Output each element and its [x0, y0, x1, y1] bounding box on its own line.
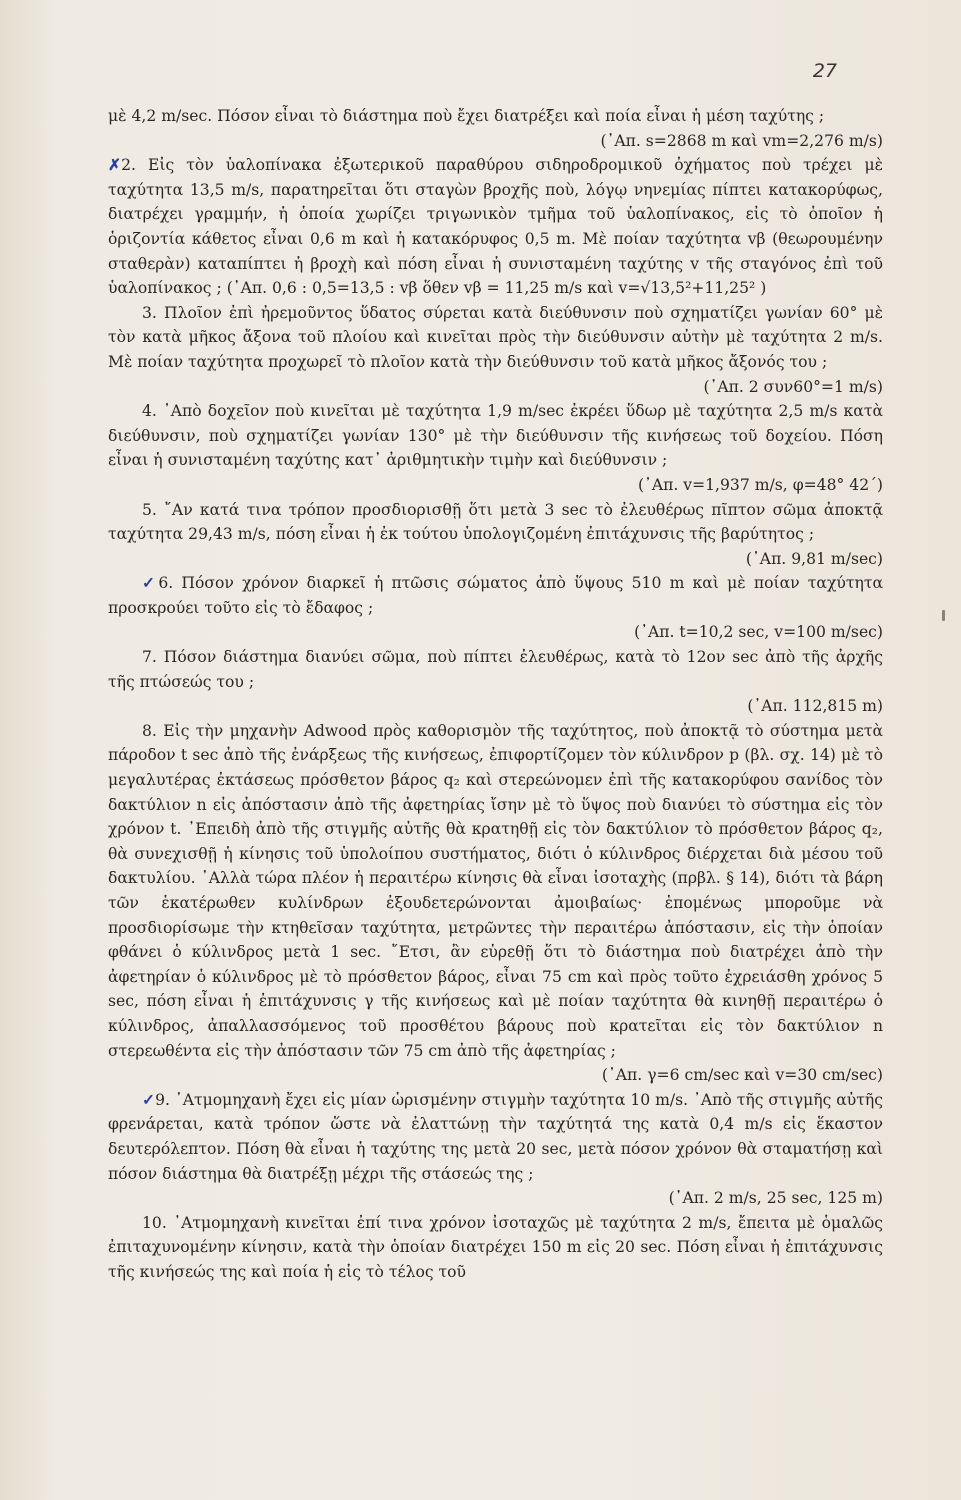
exercise-answer: (᾿Απ. t=10,2 sec, v=100 m/sec) [634, 623, 883, 642]
exercise-answer: (᾿Απ. s=2868 m καὶ vm=2,276 m/s) [600, 131, 883, 150]
handwritten-mark: ✓ [142, 1089, 156, 1109]
exercise-paragraph-p9 [108, 1088, 883, 1211]
exercise-text: 8. Εἰς τὴν μηχανὴν Adwood πρὸς καθορισμὸν τῆς ταχύτητος, ποὺ ἀποκτᾷ τὸ σύστημα μετὰ πάροδον t sec ἀπὸ τῆς ἐνάρξεως τῆς κινήσεως, ἐπιφορτίζομεν τὸν κύλινδρον p (βλ. σχ. 14) μὲ τὸ μεγαλυτέρας ἐκτάσεως πρόσθετον βάρος q₂ καὶ στερεώνομεν ἐπὶ τῆς κατακορύφου σανίδος τὸν δακτύλιον n εἰς ἀπόστασιν ἀπὸ τῆς ἀφετηρίας ἴσην μὲ τὸ ὕψος ποὺ διανύει τὸ σύστημα εἰς τὸν χρόνον t. ᾿Επειδὴ ἀπὸ τῆς στιγμῆς αὐτῆς θὰ κρατηθῇ εἰς τὸν δακτύλιον τὸ πρόσθετον βάρος q₂, θὰ συνεχισθῇ ἡ κίνησις τοῦ ὑπολοίπου συστήματος, διότι ὁ κύλινδρος διέρχεται διὰ μέσου τοῦ δακτυλίου. ᾿Αλλὰ τώρα πλέον ἡ περαιτέρω κίνησις θὰ εἶναι ἰσοταχὴς (πρβλ. § 14), διότι τὰ βάρη τῶν ἑκατέρωθεν κυλίνδρων ἐξουδετερώνονται ἀμοιβαίως· ἑπομένως μποροῦμε νὰ προσδιορίσωμε τὴν κτηθεῖσαν ταχύτητα, μετρῶντες τὴν περαιτέρω ἀπόστασιν, εἰς τὴν ὁποίαν φθάνει ὁ κύλινδρος μετὰ 1 sec. ῎Ετσι, ἂν εὑρεθῇ ὅτι τὸ διάστημα ποὺ διατρέχει ἀπὸ τὴν ἀφετηρίαν ὁ κύλινδρος μὲ τὸ πρόσθετον βάρος, εἶναι 75 cm καὶ πρὸς τοῦτο ἐχρειάσθη χρόνος 5 sec, πόση εἶναι ἡ ἐπιτάχυνσις γ τῆς κινήσεως καὶ μὲ ποίαν ταχύτητα θὰ κινηθῇ περαιτέρω ὁ κύλινδρος, ἀπαλλασσόμενος τοῦ προσθέτου βάρους ποὺ κρατεῖται εἰς τὸν δακτύλιον n στερεωθέντα εἰς τὴν ἀπόστασιν τῶν 75 cm ἀπὸ τῆς ἀφετηρίας ; [108, 721, 883, 1060]
handwritten-mark: ✗ [108, 155, 122, 175]
exercise-answer: (᾿Απ. γ=6 cm/sec καὶ v=30 cm/sec) [601, 1066, 883, 1085]
handwritten-mark: ✓ [142, 573, 159, 593]
exercise-answer: (᾿Απ. v=1,937 m/s, φ=48° 42΄) [637, 475, 883, 494]
exercise-text: 7. Πόσον διάστημα διανύει σῶμα, ποὺ πίπτει ἐλευθέρως, κατὰ τὸ 12ον sec ἀπὸ τῆς ἀρχῆς τῆς πτώσεώς του ; [108, 648, 883, 691]
exercise-text: 10. ᾿Ατμομηχανὴ κινεῖται ἐπί τινα χρόνον ἰσοταχῶς μὲ ταχύτητα 2 m/s, ἔπειτα μὲ ὁμαλῶς ἐπιταχυνομένην κίνησιν, κατὰ τὴν ὁποίαν διατρέχει 150 m εἰς 20 sec. Πόση εἶναι ἡ ἐπιτάχυνσις τῆς κινήσεώς της καὶ ποία ἡ εἰς τὸ τέλος τοῦ [108, 1213, 883, 1281]
exercise-answer: (᾿Απ. 2 m/s, 25 sec, 125 m) [668, 1189, 883, 1208]
exercise-paragraph-p1 [108, 104, 883, 153]
exercise-text: 6. Πόσον χρόνον διαρκεῖ ἡ πτῶσις σώματος ἀπὸ ὕψους 510 m καὶ μὲ ποίαν ταχύτητα προσκρούει τοῦτο εἰς τὸ ἔδαφος ; [108, 574, 883, 617]
exercise-text: 9. ᾿Ατμομηχανὴ ἔχει εἰς μίαν ὡρισμένην στιγμὴν ταχύτητα 10 m/s. ᾿Απὸ τῆς στιγμῆς αὐτῆς φρενάρεται, κατὰ τρόπον ὥστε νὰ ἐλαττώνῃ τὴν ταχύτητά της κατὰ 0,4 m/s εἰς ἕκαστον δευτερόλεπτον. Πόση θὰ εἶναι ἡ ταχύτης της μετὰ 20 sec, μετὰ πόσον χρόνον θὰ σταματήσῃ καὶ πόσον διάστημα θὰ διατρέξῃ μέχρι τῆς στάσεώς της ; [108, 1090, 883, 1183]
exercise-paragraph-p3 [108, 301, 883, 399]
exercise-answer: (᾿Απ. 2 συν60°=1 m/s) [703, 377, 883, 396]
exercise-text: 5. ῎Αν κατά τινα τρόπον προσδιορισθῇ ὅτι μετὰ 3 sec τὸ ἐλευθέρως πῖπτον σῶμα ἀποκτᾷ ταχύτητα 29,43 m/s, πόση εἶναι ἡ ἐκ τούτου ὑπολογιζομένη ἐπιτάχυνσις τῆς βαρύτητος ; [108, 500, 883, 544]
exercise-paragraph-p10 [108, 1211, 883, 1285]
paper-speck [942, 610, 945, 621]
exercise-paragraph-p5 [108, 498, 883, 572]
page-text [108, 104, 883, 1285]
exercise-text: 2. Εἰς τὸν ὑαλοπίνακα ἐξωτερικοῦ παραθύρου σιδηροδρομικοῦ ὀχήματος ποὺ τρέχει μὲ ταχύτητα 13,5 m/s, παρατηρεῖται ὅτι σταγὼν βροχῆς ποὺ, λόγῳ νηνεμίας πίπτει κατακορύφως, διατρέχει γραμμήν, ἡ ὁποία χωρίζει τριγωνικὸν τμῆμα τοῦ ὑαλοπίνακος, εἰς τὸ ὁποῖον ἡ ὁριζοντία κάθετος εἶναι 0,6 m καὶ ἡ κατακόρυφος 0,5 m. Μὲ ποίαν ταχύτητα vβ (θεωρουμένην σταθερὰν) καταπίπτει ἡ βροχὴ καὶ πόση εἶναι ἡ συνισταμένη ταχύτης v τῆς σταγόνος ἐπὶ τοῦ ὑαλοπίνακος ; (᾿Απ. 0,6 : 0,5=13,5 : vβ ὅθεν vβ = 11,25 m/s καὶ v=√13,5²+11,25² ) [108, 156, 883, 298]
exercise-paragraph-p8 [108, 719, 883, 1088]
exercise-paragraph-p6 [108, 571, 883, 645]
exercise-paragraph-p2 [108, 153, 883, 301]
exercise-text: μὲ 4,2 m/sec. Πόσον εἶναι τὸ διάστημα ποὺ ἔχει διατρέξει καὶ ποία εἶναι ἡ μέση ταχύτης ; [108, 107, 825, 125]
exercise-answer: (᾿Απ. 9,81 m/sec) [745, 549, 883, 568]
exercise-text: 4. ᾿Απὸ δοχεῖον ποὺ κινεῖται μὲ ταχύτητα 1,9 m/sec ἐκρέει ὕδωρ μὲ ταχύτητα 2,5 m/s κατὰ διεύθυνσιν, ποὺ σχηματίζει γωνίαν 130° μὲ τὴν διεύθυνσιν τῆς κινήσεως τοῦ δοχείου. Πόση εἶναι ἡ συνισταμένη ταχύτης κατ᾿ ἀριθμητικὴν τιμὴν καὶ διεύθυνσιν ; [108, 402, 883, 470]
exercise-answer: (᾿Απ. 112,815 m) [747, 697, 883, 716]
exercise-paragraph-p4 [108, 399, 883, 497]
exercise-text: 3. Πλοῖον ἐπὶ ἠρεμοῦντος ὕδατος σύρεται κατὰ διεύθυνσιν ποὺ σχηματίζει γωνίαν 60° μὲ τὸν κατὰ μῆκος ἄξονα τοῦ πλοίου καὶ κινεῖται πρὸς τὴν διεύθυνσιν αὐτὴν μὲ ταχύτητα 2 m/s. Μὲ ποίαν ταχύτητα προχωρεῖ τὸ πλοῖον κατὰ τὴν διεύθυνσιν τοῦ κατὰ μῆκος ἄξονός του ; [108, 303, 883, 371]
page-number: 27 [812, 60, 837, 82]
exercise-paragraph-p7 [108, 645, 883, 719]
